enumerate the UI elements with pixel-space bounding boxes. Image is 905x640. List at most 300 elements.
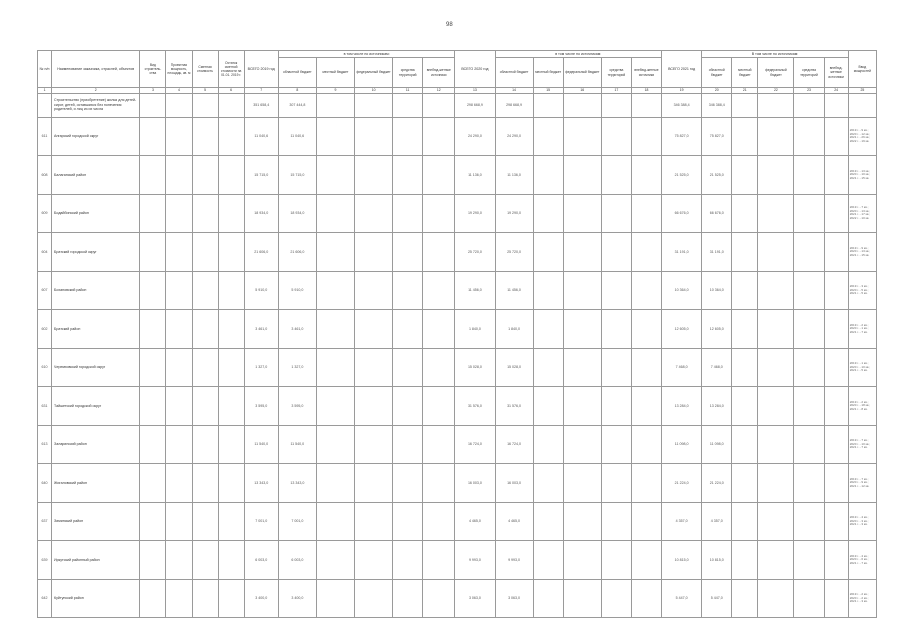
cell-empty [794, 271, 824, 310]
cell-note: 2019 г. - 2 кв.; 2020 г. - 1 кв.; 2021 г. - 7 кв. [848, 310, 876, 349]
cell-empty [316, 464, 354, 503]
cell-cost [192, 502, 218, 541]
cell-name: Иркутский районный район [52, 541, 140, 580]
cell-empty [218, 271, 244, 310]
cell-empty [355, 387, 393, 426]
cell-total2021: 31 191,0 [662, 233, 702, 272]
cell-total2020: 4 465,0 [455, 502, 495, 541]
cell-empty [316, 310, 354, 349]
cell-empty [601, 117, 631, 156]
cell-code: 608 [38, 156, 52, 195]
cell-empty [316, 425, 354, 464]
cell-empty [631, 233, 661, 272]
column-number: 3 [140, 88, 166, 94]
summary-regional-2019: 307 444,8 [278, 93, 316, 117]
cell-note: 2019 г. - 7 кв.; 2020 г. - 13 кв.; 2021 г. - 17 кв.; 2022 г. - 10 кв. [848, 194, 876, 233]
cell-empty [218, 579, 244, 618]
cell-empty [423, 310, 455, 349]
cell-total2019: 3 595,0 [244, 387, 278, 426]
cell-empty [393, 156, 423, 195]
cell-total2019: 21 606,0 [244, 233, 278, 272]
cell-empty [824, 387, 848, 426]
cell-empty [316, 194, 354, 233]
cell-reg2021: 4 357,0 [702, 502, 732, 541]
cell-empty [601, 156, 631, 195]
cell-name: Черемховский городской округ [52, 348, 140, 387]
cell-empty [140, 310, 166, 349]
table-row [38, 464, 877, 503]
cell-total2020: 24 290,0 [455, 117, 495, 156]
cell-name: Тайшетский городской округ [52, 387, 140, 426]
cell-empty [601, 194, 631, 233]
cell-code: 611 [38, 117, 52, 156]
cell-empty [140, 271, 166, 310]
cell-note: 2019 г. - 2 кв.; 2020 г. - 18 кв.; 2021 г. - 8 кв. [848, 387, 876, 426]
cell-empty [393, 387, 423, 426]
cell-empty [218, 117, 244, 156]
table-row [38, 502, 877, 541]
cell-empty [218, 310, 244, 349]
cell-reg2020: 9 993,0 [495, 541, 533, 580]
cell-empty [824, 117, 848, 156]
cell-empty [732, 464, 758, 503]
cell-reg2019: 7 001,0 [278, 502, 316, 541]
table-row [38, 387, 877, 426]
column-number: 1 [38, 88, 52, 94]
cell-empty [758, 156, 794, 195]
cell-empty [393, 194, 423, 233]
cell-note: 2019 г. - 13 кв.; 2020 г. - 10 кв.; 2021 г. - 15 кв. [848, 156, 876, 195]
cell-empty [732, 117, 758, 156]
table-row [38, 579, 877, 618]
cell-total2020: 25 720,0 [455, 233, 495, 272]
cell-empty [563, 579, 601, 618]
cell-cost [192, 271, 218, 310]
cell-code: 604 [38, 233, 52, 272]
cell-empty [166, 387, 192, 426]
cell-total2019: 1 327,0 [244, 348, 278, 387]
cell-name: Бодайбинский район [52, 194, 140, 233]
cell-empty [218, 464, 244, 503]
cell-cost [192, 387, 218, 426]
header-num: № п/п [38, 51, 52, 88]
column-number: 9 [316, 88, 354, 94]
cell-reg2019: 18 934,0 [278, 194, 316, 233]
cell-empty [824, 310, 848, 349]
cell-total2019: 7 001,0 [244, 502, 278, 541]
summary-regional-2021: 346 388,4 [702, 93, 732, 117]
header-federal-2019: федеральный бюджет [355, 58, 393, 88]
cell-empty [140, 464, 166, 503]
cell-empty [601, 387, 631, 426]
cell-empty [393, 579, 423, 618]
cell-reg2019: 11 540,0 [278, 425, 316, 464]
cell-empty [563, 194, 601, 233]
cell-empty [423, 502, 455, 541]
cell-empty [732, 156, 758, 195]
cell-name: Зиминский район [52, 502, 140, 541]
cell-total2021: 13 284,0 [662, 387, 702, 426]
cell-empty [631, 348, 661, 387]
header-local-2020: местный бюджет [533, 58, 563, 88]
table-row [38, 156, 877, 195]
cell-name: Заларинский район [52, 425, 140, 464]
header-federal-2021: федеральный бюджет [758, 58, 794, 88]
cell-total2020: 31 576,0 [455, 387, 495, 426]
cell-empty [140, 233, 166, 272]
cell-reg2021: 11 098,0 [702, 425, 732, 464]
cell-empty [824, 541, 848, 580]
cell-empty [758, 348, 794, 387]
cell-reg2021: 5 447,0 [702, 579, 732, 618]
cell-empty [631, 425, 661, 464]
cell-total2021: 12 605,0 [662, 310, 702, 349]
header-territory-2020: средства территорий [601, 58, 631, 88]
cell-empty [355, 348, 393, 387]
cell-empty [393, 117, 423, 156]
table-row [38, 541, 877, 580]
cell-reg2021: 12 605,0 [702, 310, 732, 349]
cell-empty [533, 387, 563, 426]
header-group-2021: В том числе по источникам: [702, 51, 849, 58]
cell-total2019: 18 934,0 [244, 194, 278, 233]
cell-empty [758, 502, 794, 541]
cell-name: Братский городской округ [52, 233, 140, 272]
cell-empty [631, 156, 661, 195]
cell-empty [533, 464, 563, 503]
cell-empty [140, 541, 166, 580]
header-territory-2019: средства территорий [393, 58, 423, 88]
cell-note: 2019 г. - 4 кв.; 2020 г. - 6 кв.; 2021 г. - 7 кв. [848, 541, 876, 580]
cell-empty [732, 271, 758, 310]
header-cost: Сметная стоимость [192, 51, 218, 88]
cell-empty [758, 579, 794, 618]
cell-total2021: 66 676,0 [662, 194, 702, 233]
cell-reg2020: 11 456,0 [495, 271, 533, 310]
summary-name: Строительство (приобретение) жилья для детей-сирот, детей, оставшихся без попечения родителей, и лиц из их числа [52, 93, 140, 117]
table-row [38, 271, 877, 310]
summary-total-2021: 346 388,4 [662, 93, 702, 117]
cell-empty [316, 117, 354, 156]
cell-empty [563, 348, 601, 387]
summary-total-2019: 351 658,4 [244, 93, 278, 117]
cell-total2019: 6 003,0 [244, 541, 278, 580]
cell-empty [563, 156, 601, 195]
cell-empty [631, 541, 661, 580]
cell-empty [393, 425, 423, 464]
cell-empty [533, 425, 563, 464]
cell-total2020: 19 290,0 [455, 194, 495, 233]
cell-empty [355, 464, 393, 503]
cell-empty [601, 271, 631, 310]
header-regional-2021: областной бюджет [702, 58, 732, 88]
cell-empty [393, 348, 423, 387]
cell-total2020: 16 003,0 [455, 464, 495, 503]
cell-empty [533, 348, 563, 387]
cell-empty [423, 541, 455, 580]
cell-empty [563, 117, 601, 156]
cell-code: 637 [38, 502, 52, 541]
column-number: 17 [601, 88, 631, 94]
cell-empty [423, 464, 455, 503]
cell-empty [393, 233, 423, 272]
cell-total2020: 15 028,0 [455, 348, 495, 387]
header-group-2019: в том числе по источникам: [278, 51, 455, 58]
cell-total2019: 13 343,0 [244, 464, 278, 503]
header-regional-2019: областной бюджет [278, 58, 316, 88]
cell-note: 2019 г. - 4 кв.; 2020 г. - 3 кв.; 2021 г. - 3 кв. [848, 502, 876, 541]
cell-empty [794, 464, 824, 503]
cell-total2019: 11 040,6 [244, 117, 278, 156]
header-total-2020: ВСЕГО 2020 год [455, 51, 495, 88]
cell-empty [732, 425, 758, 464]
cell-empty [794, 425, 824, 464]
cell-empty [316, 387, 354, 426]
column-number: 16 [563, 88, 601, 94]
cell-empty [794, 348, 824, 387]
cell-empty [732, 502, 758, 541]
header-effect: Ввод мощностей [848, 51, 876, 88]
cell-reg2020: 1 840,0 [495, 310, 533, 349]
column-number: 6 [218, 88, 244, 94]
cell-empty [355, 271, 393, 310]
cell-empty [218, 194, 244, 233]
cell-empty [166, 117, 192, 156]
cell-empty [316, 156, 354, 195]
cell-empty [140, 194, 166, 233]
column-number: 15 [533, 88, 563, 94]
cell-empty [758, 194, 794, 233]
cell-empty [533, 233, 563, 272]
cell-note: 2019 г. - 9 кв.; 2020 г. - 13 кв.; 2021 г. - 15 кв. [848, 233, 876, 272]
cell-empty [533, 117, 563, 156]
cell-empty [758, 117, 794, 156]
cell-reg2021: 75 827,0 [702, 117, 732, 156]
header-type: Вид строитель-ства [140, 51, 166, 88]
cell-empty [601, 541, 631, 580]
cell-code: 610 [38, 348, 52, 387]
cell-reg2020: 31 576,0 [495, 387, 533, 426]
cell-code: 631 [38, 387, 52, 426]
cell-total2019: 3 461,0 [244, 310, 278, 349]
cell-note: 2019 г. - 3 кв.; 2020 г. - 5 кв.; 2021 г. - 5 кв. [848, 271, 876, 310]
cell-empty [423, 233, 455, 272]
cell-code: 613 [38, 425, 52, 464]
cell-empty [140, 117, 166, 156]
cell-total2021: 21 224,0 [662, 464, 702, 503]
cell-empty [140, 502, 166, 541]
cell-note: 2019 г. - 1 кв.; 2020 г. - 10 кв.; 2021 г. - 5 кв. [848, 348, 876, 387]
cell-note: 2019 г. - 2 кв.; 2020 г. - 2 кв.; 2021 г. - 3 кв. [848, 579, 876, 618]
cell-code: 609 [38, 194, 52, 233]
cell-empty [563, 464, 601, 503]
cell-empty [732, 579, 758, 618]
cell-cost [192, 348, 218, 387]
table-row [38, 194, 877, 233]
cell-empty [758, 541, 794, 580]
cell-empty [758, 387, 794, 426]
cell-empty [533, 310, 563, 349]
cell-reg2020: 4 465,0 [495, 502, 533, 541]
column-number: 11 [393, 88, 423, 94]
cell-empty [393, 502, 423, 541]
cell-total2021: 11 098,0 [662, 425, 702, 464]
cell-empty [166, 233, 192, 272]
cell-empty [732, 541, 758, 580]
cell-empty [563, 541, 601, 580]
cell-empty [601, 233, 631, 272]
header-extra-2021: внебюд-жетные источники [824, 58, 848, 88]
cell-reg2021: 13 284,0 [702, 387, 732, 426]
cell-reg2021: 7 468,0 [702, 348, 732, 387]
cell-name: Куйтунский район [52, 579, 140, 618]
cell-empty [218, 348, 244, 387]
cell-reg2019: 1 327,0 [278, 348, 316, 387]
cell-total2020: 9 993,0 [455, 541, 495, 580]
cell-empty [824, 464, 848, 503]
cell-note: 2019 г. - 9 кв.; 2020 г. - 12 кв.; 2021 г. - 26 кв.; 2022 г. - 19 кв. [848, 117, 876, 156]
column-number: 24 [824, 88, 848, 94]
cell-empty [601, 425, 631, 464]
cell-empty [218, 541, 244, 580]
cell-reg2019: 15 715,0 [278, 156, 316, 195]
cell-empty [423, 348, 455, 387]
cell-empty [601, 464, 631, 503]
column-number: 7 [244, 88, 278, 94]
cell-empty [355, 156, 393, 195]
cell-empty [140, 579, 166, 618]
cell-name: Братский район [52, 310, 140, 349]
column-number: 2 [52, 88, 140, 94]
cell-reg2020: 16 724,0 [495, 425, 533, 464]
cell-empty [601, 310, 631, 349]
cell-total2020: 16 724,0 [455, 425, 495, 464]
header-extra-2020: внебюд-жетные источники [631, 58, 661, 88]
column-number: 22 [758, 88, 794, 94]
cell-total2019: 3 400,0 [244, 579, 278, 618]
cell-empty [794, 310, 824, 349]
cell-empty [423, 156, 455, 195]
cell-empty [563, 502, 601, 541]
cell-empty [393, 271, 423, 310]
cell-code: 642 [38, 579, 52, 618]
cell-empty [631, 271, 661, 310]
column-number: 23 [794, 88, 824, 94]
cell-cost [192, 233, 218, 272]
cell-empty [601, 579, 631, 618]
cell-empty [166, 579, 192, 618]
cell-empty [732, 348, 758, 387]
cell-empty [218, 387, 244, 426]
cell-empty [794, 541, 824, 580]
cell-reg2019: 3 461,0 [278, 310, 316, 349]
table-row [38, 425, 877, 464]
cell-empty [355, 310, 393, 349]
cell-empty [824, 502, 848, 541]
column-number: 20 [702, 88, 732, 94]
cell-empty [631, 117, 661, 156]
cell-reg2020: 19 290,0 [495, 194, 533, 233]
cell-total2020: 11 456,0 [455, 271, 495, 310]
cell-name: Бохановский район [52, 271, 140, 310]
cell-note: 2019 г. - 7 кв.; 2020 г. - 9 кв.; 2021 г. - 12 кв. [848, 464, 876, 503]
cell-code: 639 [38, 541, 52, 580]
cell-empty [218, 502, 244, 541]
cell-total2021: 75 827,0 [662, 117, 702, 156]
cell-reg2021: 21 224,0 [702, 464, 732, 503]
cell-empty [794, 233, 824, 272]
cell-reg2020: 25 720,0 [495, 233, 533, 272]
column-number: 8 [278, 88, 316, 94]
cell-empty [423, 387, 455, 426]
cell-cost [192, 425, 218, 464]
cell-empty [533, 271, 563, 310]
cell-empty [166, 541, 192, 580]
cell-empty [732, 387, 758, 426]
cell-empty [631, 579, 661, 618]
column-number: 14 [495, 88, 533, 94]
column-number: 18 [631, 88, 661, 94]
column-number: 13 [455, 88, 495, 94]
cell-name: Балаганский район [52, 156, 140, 195]
cell-empty [316, 233, 354, 272]
cell-empty [794, 117, 824, 156]
cell-empty [423, 579, 455, 618]
header-remaining: Остаток сметной стоимости на 01.01. 2019 г. [218, 51, 244, 88]
cell-cost [192, 579, 218, 618]
cell-empty [601, 348, 631, 387]
cell-empty [355, 425, 393, 464]
cell-cost [192, 541, 218, 580]
cell-empty [563, 425, 601, 464]
cell-empty [166, 310, 192, 349]
cell-empty [423, 117, 455, 156]
cell-name: Ангарский городской округ [52, 117, 140, 156]
column-number: 5 [192, 88, 218, 94]
cell-reg2021: 10 815,0 [702, 541, 732, 580]
cell-empty [824, 233, 848, 272]
column-number: 21 [732, 88, 758, 94]
cell-empty [794, 502, 824, 541]
cell-empty [140, 387, 166, 426]
cell-empty [794, 579, 824, 618]
cell-empty [355, 579, 393, 618]
cell-empty [423, 194, 455, 233]
cell-reg2020: 11 136,0 [495, 156, 533, 195]
cell-empty [631, 310, 661, 349]
cell-empty [631, 502, 661, 541]
cell-empty [824, 579, 848, 618]
cell-empty [316, 579, 354, 618]
table-row-summary [38, 93, 877, 117]
cell-empty [140, 348, 166, 387]
cell-reg2021: 21 525,0 [702, 156, 732, 195]
cell-code: 640 [38, 464, 52, 503]
cell-empty [316, 348, 354, 387]
page-number: 98 [446, 22, 453, 28]
cell-empty [824, 348, 848, 387]
column-number: 25 [848, 88, 876, 94]
cell-reg2019: 3 595,0 [278, 387, 316, 426]
cell-empty [140, 425, 166, 464]
cell-total2021: 4 357,0 [662, 502, 702, 541]
cell-empty [218, 425, 244, 464]
cell-reg2021: 31 191,0 [702, 233, 732, 272]
cell-empty [166, 502, 192, 541]
header-total-2021: ВСЕГО 2021 год [662, 51, 702, 88]
cell-cost [192, 310, 218, 349]
cell-empty [218, 233, 244, 272]
